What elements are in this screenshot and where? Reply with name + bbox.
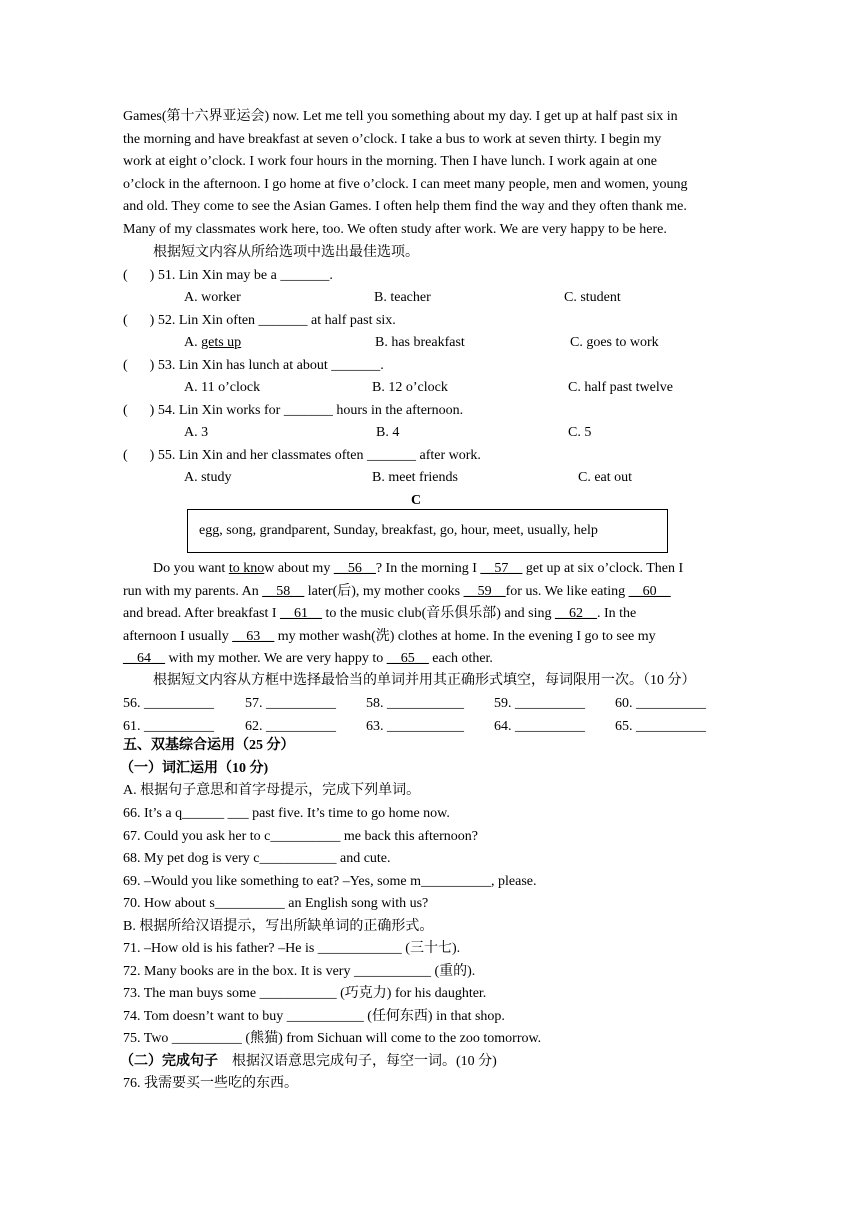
answer-blank[interactable]: 57. __________ — [245, 696, 336, 711]
option-a[interactable]: A. 3 — [184, 425, 209, 440]
option-b[interactable]: B. 4 — [376, 425, 400, 440]
option-c[interactable]: C. eat out — [578, 470, 633, 485]
sentence-question-76: 76. 我需要买一些吃的东西。 — [123, 1076, 298, 1091]
vocab-question: 75. Two __________ (熊猫) from Sichuan will come to the zoo tomorrow. — [123, 1031, 542, 1046]
blank-61: __61__ — [280, 606, 323, 622]
passage-line: Do you want to know about my __56__? In the morning I __57__ get up at six o’clock. Then I — [153, 561, 684, 576]
word-box: egg, song, grandparent, Sunday, breakfast, go, hour, meet, usually, help — [187, 509, 668, 553]
answer-blank[interactable]: 60. __________ — [615, 696, 706, 711]
vocab-question: 74. Tom doesn’t want to buy ___________ (任何东西) in that shop. — [123, 1009, 505, 1024]
part-a-instruction: A. 根据句子意思和首字母提示，完成下列单词。 — [123, 783, 421, 798]
question-53: ( ) 53. Lin Xin has lunch at about _______. — [123, 358, 384, 373]
answer-blank[interactable]: 63. ___________ — [366, 719, 464, 734]
vocab-question: 70. How about s__________ an English song with us? — [123, 896, 429, 911]
passage-line: Many of my classmates work here, too. We often study after work. We are very happy to be here. — [123, 221, 667, 237]
passage-line: run with my parents. An __58__ later(后), my mother cooks __59__for us. We like eating __60__ — [123, 583, 671, 599]
option-b[interactable]: B. 12 o’clock — [372, 380, 448, 395]
subsection-2-instruction: 根据汉语意思完成句子，每空一词。(10 分) — [232, 1054, 497, 1069]
instruction-c: 根据短文内容从方框中选择最恰当的单词并用其正确形式填空，每词限用一次。（10 分） — [153, 673, 696, 688]
option-c[interactable]: C. half past twelve — [568, 380, 673, 395]
passage-c — [123, 558, 737, 671]
option-c[interactable]: C. student — [564, 290, 621, 305]
question-51: ( ) 51. Lin Xin may be a _______. — [123, 268, 333, 283]
question-52: ( ) 52. Lin Xin often _______ at half past six. — [123, 313, 396, 328]
section-5-title: 五、双基综合运用（25 分） — [123, 738, 295, 753]
vocab-question: 72. Many books are in the box. It is very ___________ (重的). — [123, 964, 476, 979]
passage-line: and bread. After breakfast I __61__ to the music club(音乐俱乐部) and sing __62__. In the — [123, 606, 637, 622]
answer-blank[interactable]: 62. __________ — [245, 719, 336, 734]
subsection-1-title: （一）词汇运用（10 分) — [120, 761, 269, 776]
blank-65: __65__ — [386, 651, 429, 667]
blank-58: __58__ — [262, 583, 305, 599]
passage-line: work at eight o’clock. I work four hours in the morning. Then I have lunch. I work again at one — [123, 154, 657, 170]
answer-blank[interactable]: 58. ___________ — [366, 696, 464, 711]
section-c-title: C — [411, 493, 422, 508]
question-55: ( ) 55. Lin Xin and her classmates often _______ after work. — [123, 448, 481, 463]
vocab-question: 73. The man buys some ___________ (巧克力) for his daughter. — [123, 986, 487, 1001]
subsection-2-title: （二）完成句子 — [120, 1054, 218, 1069]
passage-line: Games(第十六界亚运会) now. Let me tell you something about my day. I get up at half past six in — [123, 109, 678, 124]
vocab-question: 69. –Would you like something to eat? –Yes, some m__________, please. — [123, 874, 537, 889]
blank-62: __62__ — [554, 606, 597, 622]
answer-blank[interactable]: 59. __________ — [494, 696, 585, 711]
vocab-question: 68. My pet dog is very c___________ and cute. — [123, 851, 391, 866]
instruction-b: 根据短文内容从所给选项中选出最佳选项。 — [153, 245, 419, 260]
answer-blank[interactable]: 61. __________ — [123, 719, 214, 734]
passage-b — [123, 106, 737, 242]
option-a[interactable]: A. 11 o’clock — [184, 380, 261, 395]
vocab-question: 71. –How old is his father? –He is ____________ (三十七). — [123, 941, 461, 956]
vocab-question: 67. Could you ask her to c__________ me back this afternoon? — [123, 829, 478, 844]
option-b[interactable]: B. meet friends — [372, 470, 458, 485]
vocab-question: 66. It’s a q______ ___ past five. It’s time to go home now. — [123, 806, 450, 821]
answer-blank[interactable]: 65. __________ — [615, 719, 706, 734]
blank-57: __57__ — [480, 561, 523, 576]
passage-line: __64__ with my mother. We are very happy to __65__ each other. — [123, 651, 493, 667]
option-b[interactable]: B. teacher — [374, 290, 431, 305]
option-a[interactable]: A. study — [184, 470, 232, 485]
blank-60: __60__ — [628, 583, 671, 599]
blank-59: __59__ — [463, 583, 506, 599]
option-a[interactable]: A. worker — [184, 290, 241, 305]
subsection-2 — [120, 1051, 497, 1074]
answer-blank[interactable]: 64. __________ — [494, 719, 585, 734]
option-b[interactable]: B. has breakfast — [375, 335, 465, 350]
blank-56: __56__ — [333, 561, 376, 576]
passage-line: and old. They come to see the Asian Games. I often help them find the way and they often thank me. — [123, 199, 687, 215]
blank-63: __63__ — [232, 628, 275, 644]
option-c[interactable]: C. 5 — [568, 425, 592, 440]
passage-line: afternoon I usually __63__ my mother wash(洗) clothes at home. In the evening I go to see my — [123, 628, 656, 644]
question-54: ( ) 54. Lin Xin works for _______ hours in the afternoon. — [123, 403, 464, 418]
answer-blank[interactable]: 56. __________ — [123, 696, 214, 711]
part-b-instruction: B. 根据所给汉语提示，写出所缺单词的正确形式。 — [123, 919, 434, 934]
passage-line: the morning and have breakfast at seven o’clock. I take a bus to work at seven thirty. I begin my — [123, 131, 662, 147]
option-c[interactable]: C. goes to work — [570, 335, 659, 350]
passage-line: o’clock in the afternoon. I go home at five o’clock. I can meet many people, men and women, young — [123, 176, 688, 192]
option-a[interactable]: A. gets up — [184, 335, 242, 350]
blank-64: __64__ — [123, 651, 165, 667]
